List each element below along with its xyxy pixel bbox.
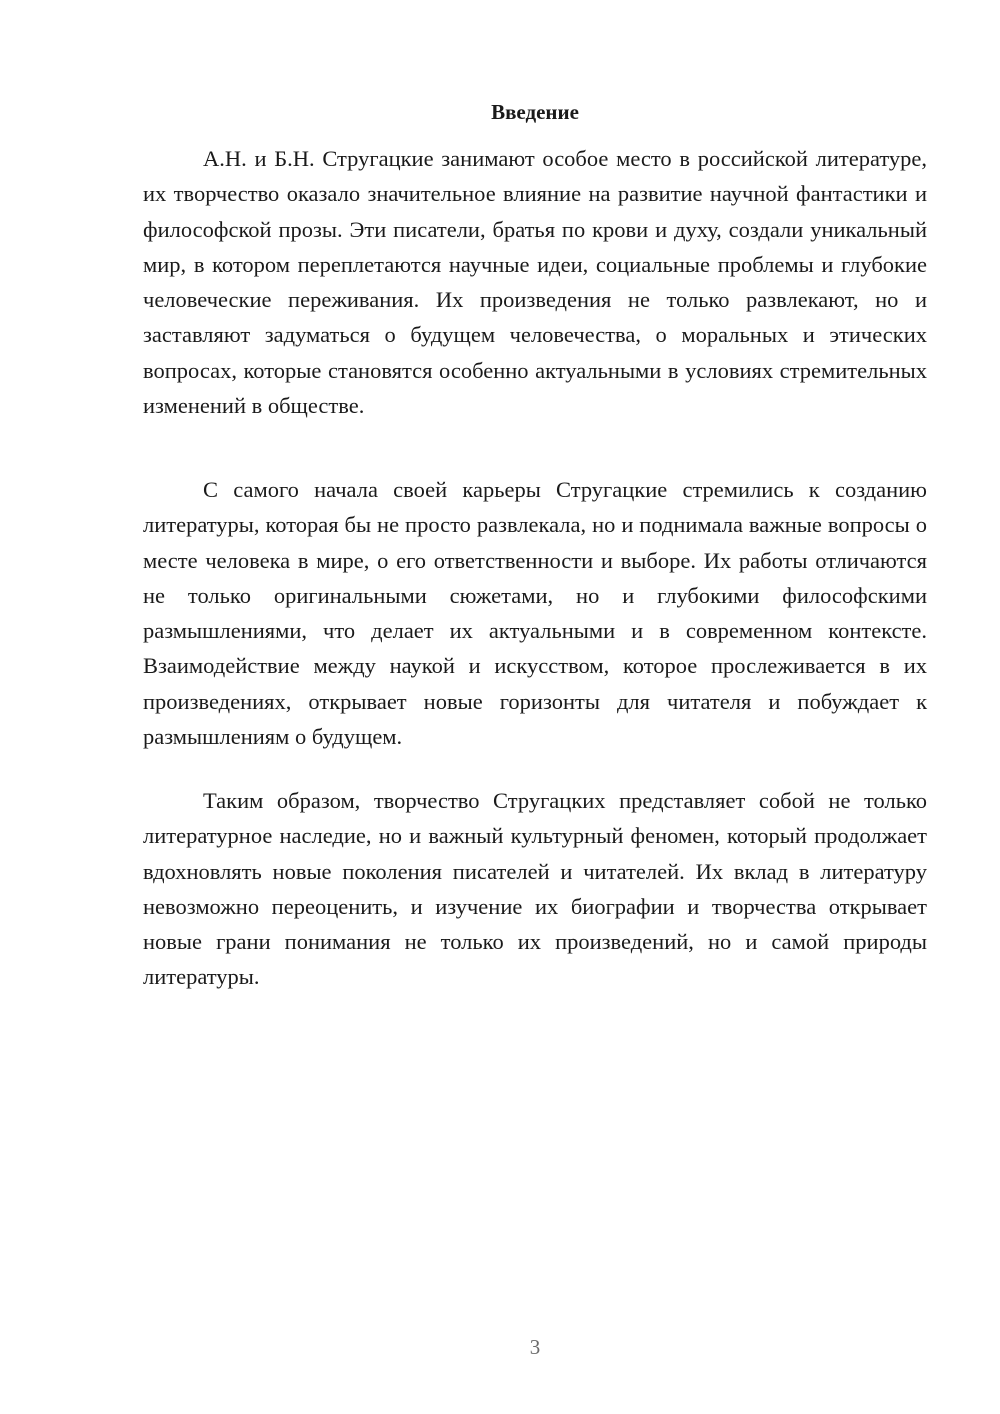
page-number: 3 (529, 1335, 541, 1359)
paragraph-2: С самого начала своей карьеры Стругацкие стремились к созданию литературы, которая бы не просто развлекала, но и поднимала важные вопросы о месте человека в мире, о его ответственности и выборе. Их работы отличаются не только оригинальными сюжетами, но и глубокими философскими размышлениями, что делает их актуальными и в современном контексте. Взаимодействие между наукой и искусством, которое прослеживается в их произведениях, открывает новые горизонты для читателя и побуждает к размышлениям о будущем. (143, 477, 927, 750)
paragraph-1: А.Н. и Б.Н. Стругацкие занимают особое место в российской литературе, их творчество оказало значительное влияние на развитие научной фантастики и философской прозы. Эти писатели, братья по крови и духу, создали уникальный мир, в котором переплетаются научные идеи, социальные проблемы и глубокие человеческие переживания. Их произведения не только развлекают, но и заставляют задуматься о будущем человечества, о моральных и этических вопросах, которые становятся особенно актуальными в условиях стремительных изменений в обществе. (143, 146, 927, 419)
paragraph-3: Таким образом, творчество Стругацких представляет собой не только литературное наследие, но и важный культурный феномен, который продолжает вдохновлять новые поколения писателей и читателей. Их вклад в литературу невозможно переоценить, и изучение их биографии и творчества открывает новые грани понимания не только их произведений, но и самой природы литературы. (143, 788, 927, 990)
section-title: Введение (491, 100, 579, 124)
